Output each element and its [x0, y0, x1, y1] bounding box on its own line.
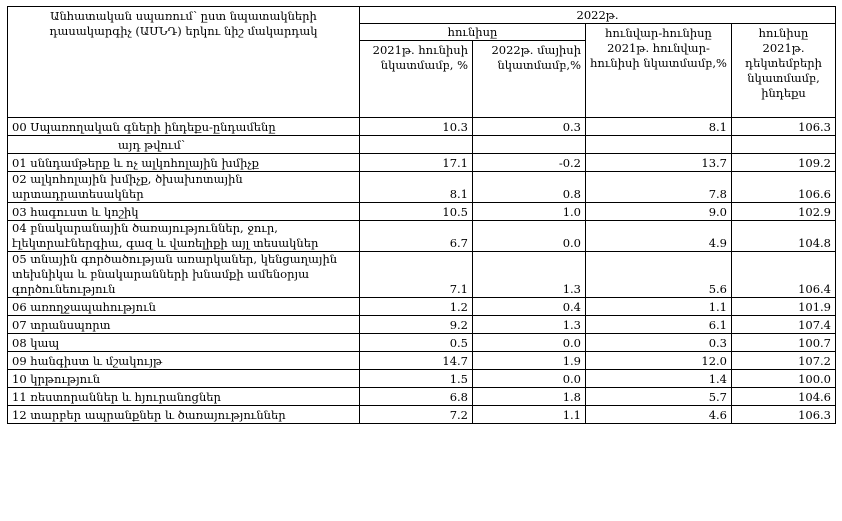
cell-v1: 1.5 — [360, 370, 473, 388]
row-name: կապ — [30, 336, 60, 350]
table-row — [8, 154, 836, 172]
header-prev-month: 2022թ. մայիսի նկատմամբ,% — [473, 41, 586, 118]
table-row — [8, 118, 836, 136]
cell-v1: 17.1 — [360, 154, 473, 172]
cell-v4: 109.2 — [732, 154, 836, 172]
row-label — [8, 370, 360, 388]
row-name: բնակարանային ծառայություններ, ջուր, էլեկտրաէներգիա, գազ և վառելիքի այլ տեսակներ — [12, 221, 319, 250]
cell-v3: 5.6 — [586, 252, 732, 298]
cell-v4: 100.0 — [732, 370, 836, 388]
header-year: 2022թ. — [360, 7, 836, 24]
row-code: 05 — [12, 252, 27, 266]
cpi-table — [7, 6, 836, 424]
cell-v4 — [732, 136, 836, 154]
row-name: առողջապահություն — [30, 300, 156, 314]
cell-v1: 7.1 — [360, 252, 473, 298]
cell-v3 — [586, 136, 732, 154]
cell-v4: 107.4 — [732, 316, 836, 334]
cell-v4: 106.6 — [732, 172, 836, 203]
cell-v3: 13.7 — [586, 154, 732, 172]
row-code: 10 — [12, 372, 27, 386]
cell-v4: 101.9 — [732, 298, 836, 316]
row-code: 02 — [12, 172, 27, 186]
cell-v2: 0.0 — [473, 221, 586, 252]
row-code: 00 — [12, 120, 27, 134]
row-label — [8, 406, 360, 424]
cell-v2: 1.3 — [473, 316, 586, 334]
row-label — [8, 172, 360, 203]
cell-v4: 106.3 — [732, 118, 836, 136]
cell-v4: 106.3 — [732, 406, 836, 424]
row-label — [8, 298, 360, 316]
cell-v3: 8.1 — [586, 118, 732, 136]
row-name: հանգիստ և մշակույթ — [30, 354, 163, 368]
cell-v2: 1.3 — [473, 252, 586, 298]
table-row — [8, 136, 836, 154]
cell-v4: 107.2 — [732, 352, 836, 370]
cell-v1: 10.5 — [360, 203, 473, 221]
cell-v3: 4.9 — [586, 221, 732, 252]
cell-v1: 14.7 — [360, 352, 473, 370]
cell-v4: 104.8 — [732, 221, 836, 252]
cell-v1: 1.2 — [360, 298, 473, 316]
cell-v3: 1.1 — [586, 298, 732, 316]
row-code: 11 — [12, 390, 27, 404]
row-label — [8, 316, 360, 334]
row-name: Սպառողական գների ինդեքս-ընդամենը — [30, 120, 276, 134]
cell-v2: 0.4 — [473, 298, 586, 316]
header-prev-year: 2021թ. հունիսի նկատմամբ, % — [360, 41, 473, 118]
row-label — [8, 334, 360, 352]
header-jan-jun: հունվար-հունիսը 2021թ. հունվար-հունիսի նկատմամբ,% — [586, 24, 732, 118]
cell-v1: 6.8 — [360, 388, 473, 406]
cell-v1: 0.5 — [360, 334, 473, 352]
table-row — [8, 406, 836, 424]
row-label — [8, 203, 360, 221]
cpi-table-sheet — [7, 6, 835, 424]
cell-v1: 7.2 — [360, 406, 473, 424]
row-label — [8, 136, 360, 154]
table-body — [8, 118, 836, 424]
cell-v2: 1.9 — [473, 352, 586, 370]
cell-v1: 10.3 — [360, 118, 473, 136]
row-code: 08 — [12, 336, 27, 350]
cell-v3: 5.7 — [586, 388, 732, 406]
table-row — [8, 316, 836, 334]
header-title: Անհատական սպառում՝ ըստ նպատակների դասակարգիչ (ԱՍՆԴ) երկու նիշ մակարդակ — [8, 7, 360, 118]
header-month-group: հունիսը — [360, 24, 586, 41]
cell-v4: 100.7 — [732, 334, 836, 352]
row-name: այդ թվում՝ — [118, 138, 186, 152]
row-label — [8, 352, 360, 370]
cell-v2: -0.2 — [473, 154, 586, 172]
cell-v2: 0.0 — [473, 370, 586, 388]
row-name: ալկոհոլային խմիչք, ծխախոտային արտադրատեսակներ — [12, 172, 243, 201]
row-label — [8, 388, 360, 406]
cell-v1: 8.1 — [360, 172, 473, 203]
table-row — [8, 172, 836, 203]
cell-v3: 1.4 — [586, 370, 732, 388]
table-row — [8, 203, 836, 221]
cell-v3: 0.3 — [586, 334, 732, 352]
row-name: տնային գործածության առարկաներ, կենցաղային տեխնիկա և բնակարանների խնամքի ամենօրյա գործունեություն — [12, 252, 338, 296]
cell-v3: 12.0 — [586, 352, 732, 370]
row-label — [8, 118, 360, 136]
row-code: 12 — [12, 408, 27, 422]
row-name: սննդամթերք և ոչ ալկոհոլային խմիչք — [30, 156, 259, 170]
cell-v4: 102.9 — [732, 203, 836, 221]
cell-v2 — [473, 136, 586, 154]
cell-v1: 9.2 — [360, 316, 473, 334]
table-row — [8, 388, 836, 406]
cell-v2: 0.0 — [473, 334, 586, 352]
cell-v3: 4.6 — [586, 406, 732, 424]
header-dec-index: հունիսը 2021թ. դեկտեմբերի նկատմամբ, ինդեքս — [732, 24, 836, 118]
table-row — [8, 334, 836, 352]
row-code: 01 — [12, 156, 27, 170]
row-code: 09 — [12, 354, 27, 368]
row-code: 07 — [12, 318, 27, 332]
cell-v2: 0.8 — [473, 172, 586, 203]
cell-v3: 6.1 — [586, 316, 732, 334]
row-code: 04 — [12, 221, 27, 235]
cell-v4: 104.6 — [732, 388, 836, 406]
cell-v2: 1.1 — [473, 406, 586, 424]
cell-v2: 1.8 — [473, 388, 586, 406]
cell-v1 — [360, 136, 473, 154]
cell-v3: 7.8 — [586, 172, 732, 203]
row-name: ռեստորաններ և հյուրանոցներ — [30, 390, 221, 404]
cell-v3: 9.0 — [586, 203, 732, 221]
row-name: հագուստ և կոշիկ — [30, 205, 139, 219]
row-label — [8, 221, 360, 252]
row-name: տրանսպորտ — [30, 318, 111, 332]
table-row — [8, 252, 836, 298]
row-code: 03 — [12, 205, 27, 219]
table-row — [8, 352, 836, 370]
cell-v4: 106.4 — [732, 252, 836, 298]
table-row — [8, 370, 836, 388]
row-label — [8, 252, 360, 298]
cell-v2: 0.3 — [473, 118, 586, 136]
table-row — [8, 221, 836, 252]
cell-v2: 1.0 — [473, 203, 586, 221]
cell-v1: 6.7 — [360, 221, 473, 252]
row-label — [8, 154, 360, 172]
row-code: 06 — [12, 300, 27, 314]
row-name: տարբեր ապրանքներ և ծառայություններ — [30, 408, 286, 422]
table-row — [8, 298, 836, 316]
row-name: կրթություն — [30, 372, 101, 386]
